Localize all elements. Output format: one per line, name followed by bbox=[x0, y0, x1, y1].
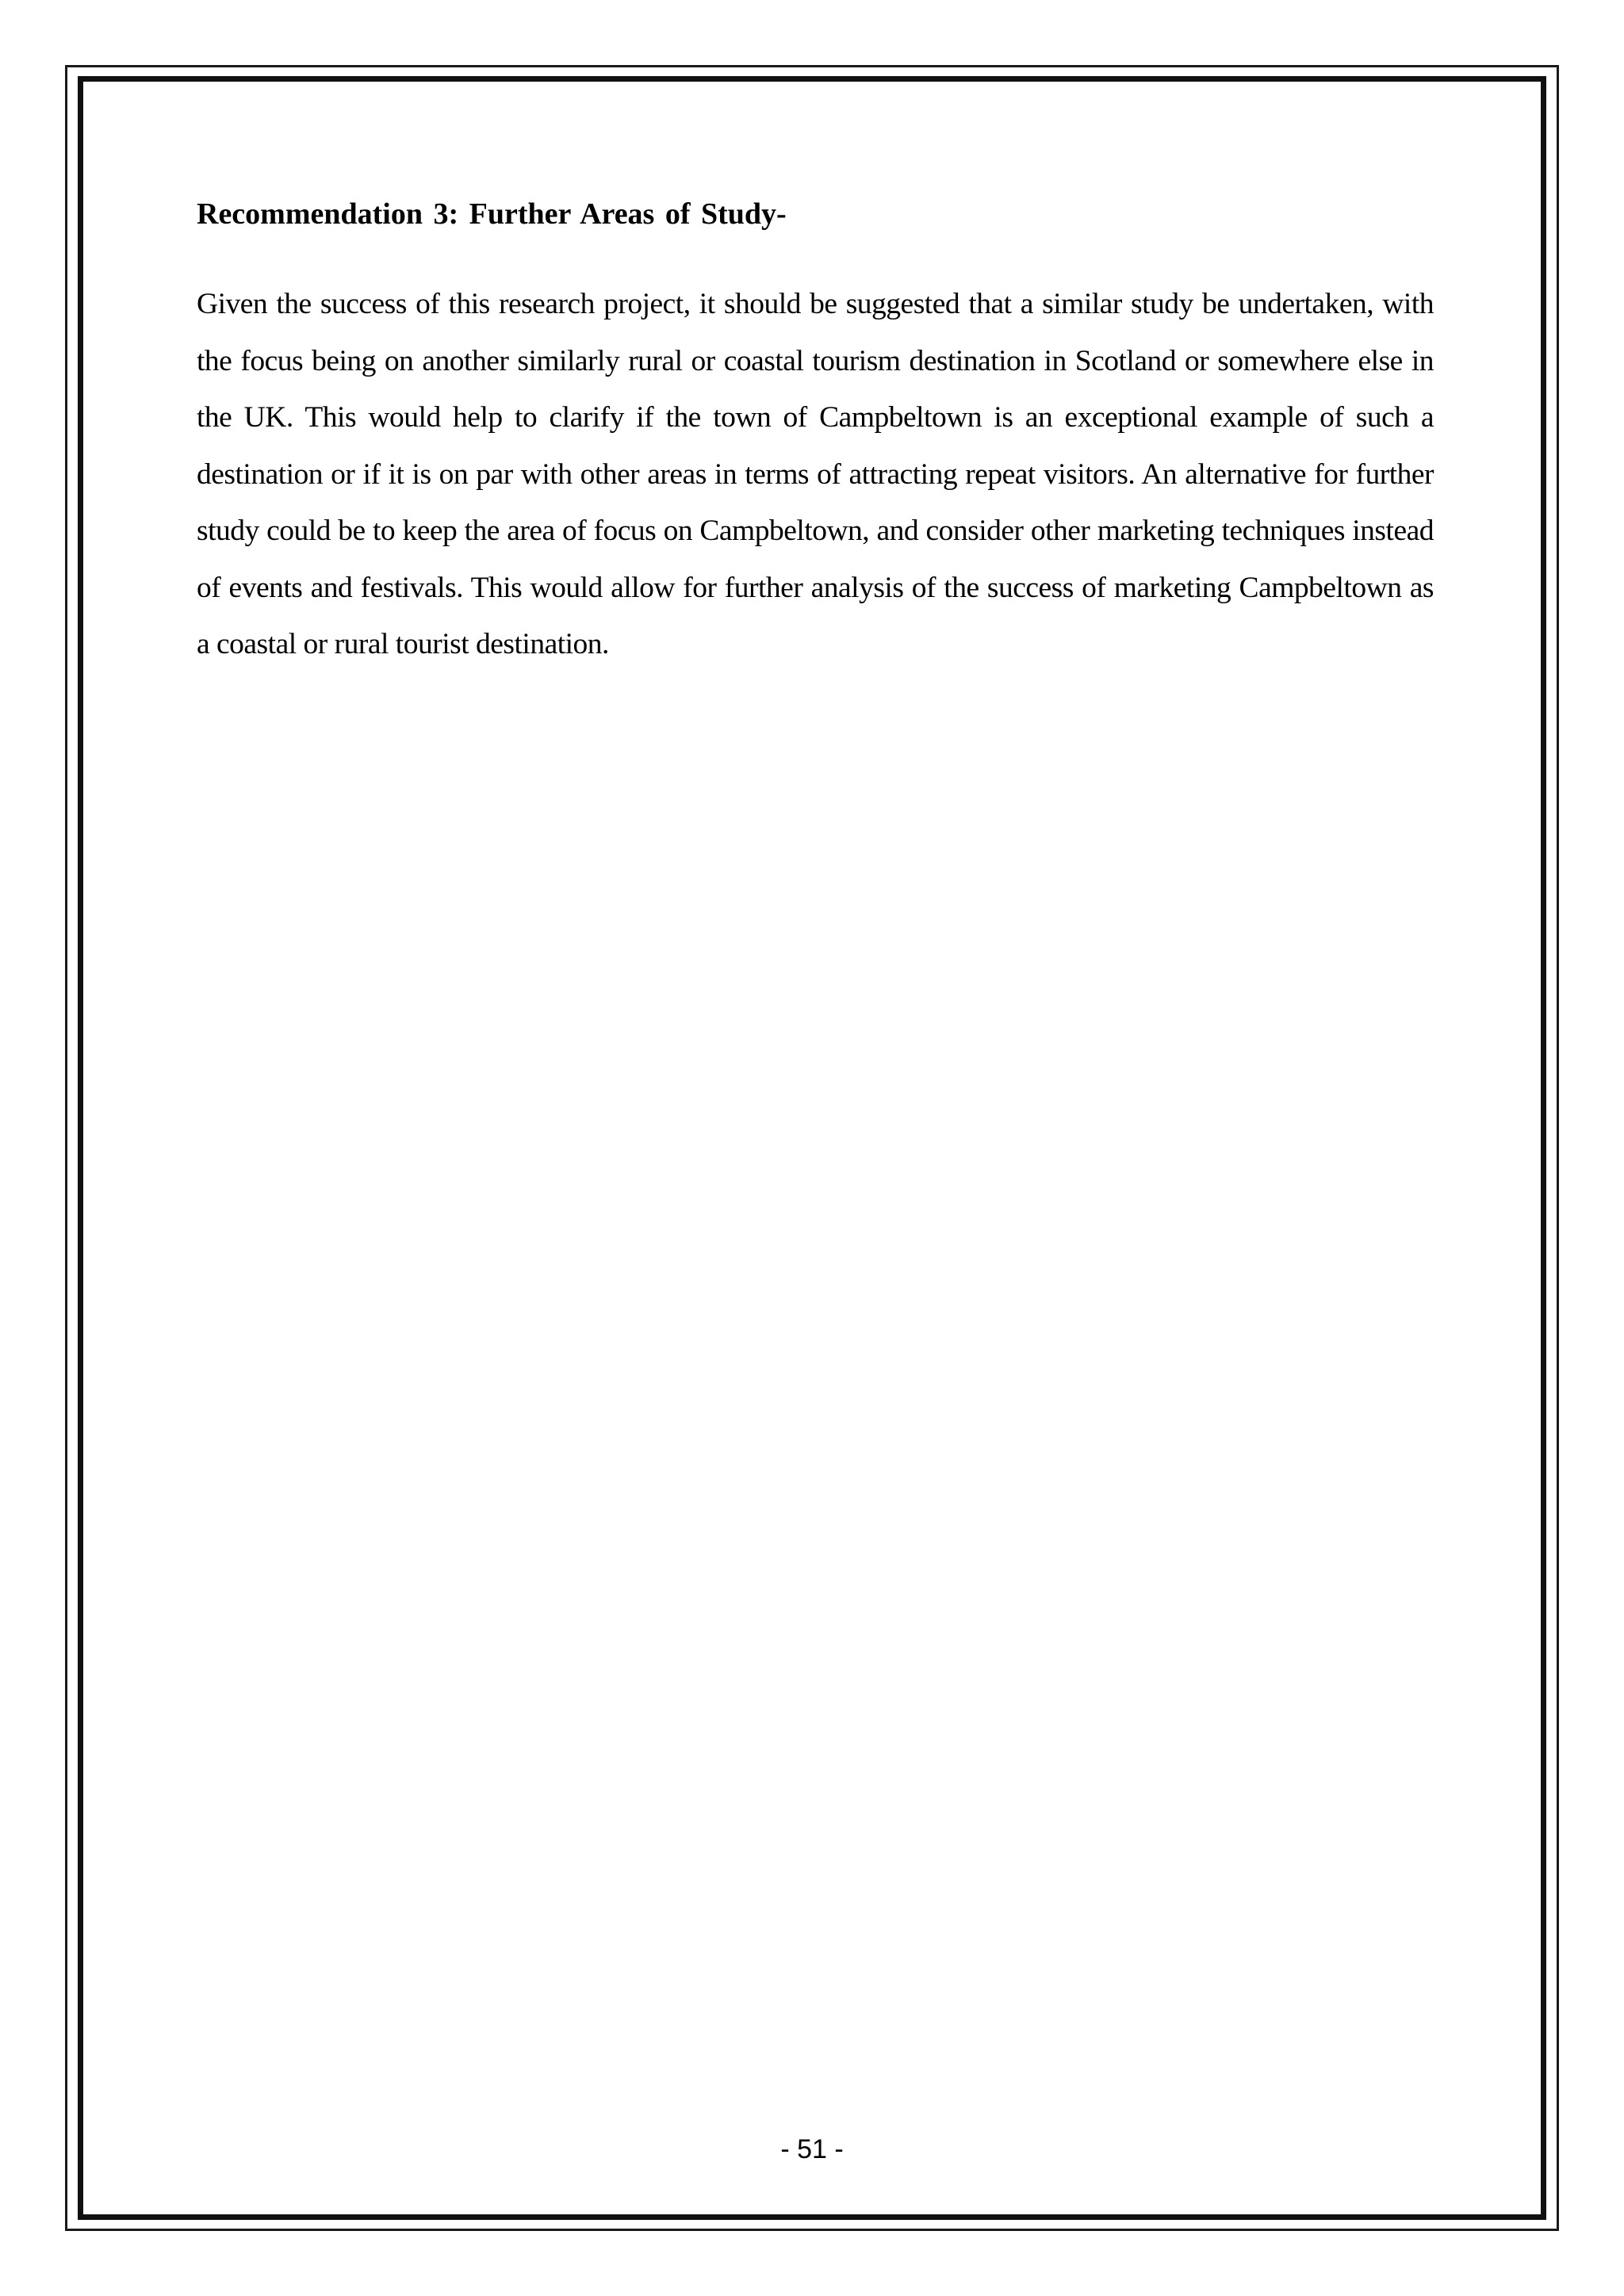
page-number: - 51 - bbox=[780, 2134, 844, 2164]
body-paragraph: Given the success of this research project, it should be suggested that a similar study be undertaken, with the focus being on another similarly rural or coastal tourism destination in Scotland or somewhere else in the UK. This would help to clarify if the town of Campbeltown is an exceptional example of such a destination or if it is on par with other areas in terms of attracting repeat visitors. An alternative for further study could be to keep the area of focus on Campbeltown, and consider other marketing techniques instead of events and festivals. This would allow for further analysis of the success of marketing Campbeltown as a coastal or rural tourist destination. bbox=[197, 288, 1434, 660]
section-heading: Recommendation 3: Further Areas of Study- bbox=[197, 197, 787, 231]
page-content bbox=[197, 190, 1434, 673]
